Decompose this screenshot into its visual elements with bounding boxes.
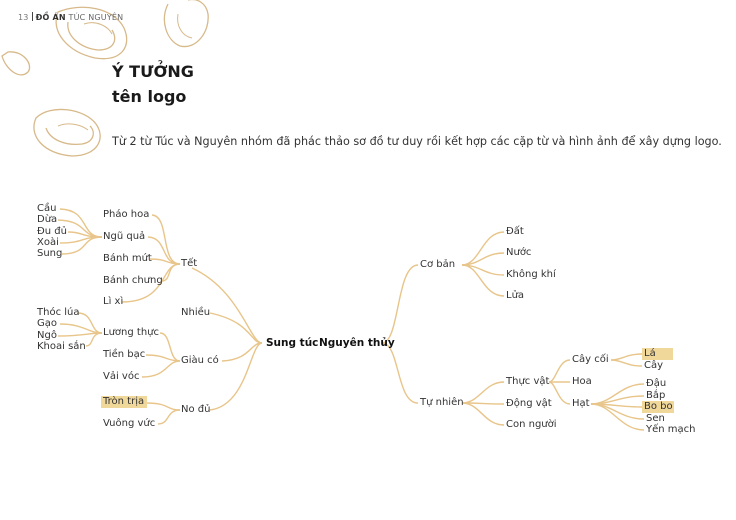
page-number: 13 — [18, 13, 29, 22]
header-name: TÚC NGUYÊN — [68, 13, 124, 22]
node-tien-bac: Tiền bạc — [103, 349, 146, 360]
node-li-xi: Lì xì — [103, 296, 124, 307]
node-khoai-san: Khoai sắn — [37, 341, 86, 352]
node-ngo: Ngô — [37, 330, 57, 341]
node-phao-hoa: Pháo hoa — [103, 209, 150, 220]
node-banh-mut: Bánh mứt — [103, 253, 152, 264]
node-bo-bo: Bo bo — [644, 401, 673, 412]
node-tron-tria: Tròn trịa — [101, 396, 147, 408]
node-bap: Bắp — [646, 390, 666, 401]
page-subtitle: tên logo — [112, 87, 187, 106]
node-la: Lá — [642, 348, 673, 360]
header-project: ĐỒ ÁN — [35, 13, 66, 22]
node-sung: Sung — [37, 248, 63, 259]
node-vai-voc: Vải vóc — [103, 371, 140, 382]
node-vuong-vuc: Vuông vức — [103, 418, 156, 429]
node-ngu-qua: Ngũ quả — [103, 231, 146, 242]
node-banh-chung: Bánh chưng — [103, 275, 163, 286]
node-lua: Lửa — [506, 290, 525, 301]
page-title: Ý TƯỞNG — [112, 62, 194, 81]
node-thoc-lua: Thóc lúa — [37, 307, 80, 318]
node-gao: Gạo — [37, 318, 57, 329]
node-con-nguoi: Con người — [506, 419, 557, 430]
node-hoa: Hoa — [572, 376, 592, 387]
node-cau: Cầu — [37, 203, 57, 214]
node-cay: Cây — [644, 360, 664, 371]
intro-text: Từ 2 từ Túc và Nguyên nhóm đã phác thảo sơ đồ tư duy rồi kết hợp các cặp từ và hình ảnh để xây dựng logo. — [112, 135, 722, 148]
node-dau: Đậu — [646, 378, 667, 389]
node-du-du: Đu đủ — [37, 226, 67, 237]
center-sung-tuc: Sung túc — [266, 337, 319, 349]
node-cay-coi: Cây cối — [572, 354, 609, 365]
node-khong-khi: Không khí — [506, 269, 556, 280]
node-tu-nhien: Tự nhiên — [420, 397, 464, 408]
node-thuc-vat: Thực vật — [506, 376, 550, 387]
node-co-ban: Cơ bản — [420, 259, 456, 270]
node-nuoc: Nước — [506, 247, 532, 258]
node-dua: Dừa — [37, 214, 58, 225]
node-xoai: Xoài — [37, 237, 59, 248]
center-nguyen-thuy: Nguyên thủy — [319, 337, 395, 349]
node-luong-thuc: Lương thực — [103, 327, 159, 338]
node-hat: Hạt — [572, 398, 590, 409]
node-giau-co: Giàu có — [181, 355, 219, 366]
node-no-du: No đủ — [181, 404, 211, 415]
node-dong-vat: Động vật — [506, 398, 552, 409]
node-dat: Đất — [506, 226, 524, 237]
node-sen: Sen — [646, 413, 665, 424]
node-tet: Tết — [181, 258, 198, 269]
node-nhieu: Nhiều — [181, 307, 211, 318]
node-yen-mach: Yến mạch — [646, 424, 696, 435]
